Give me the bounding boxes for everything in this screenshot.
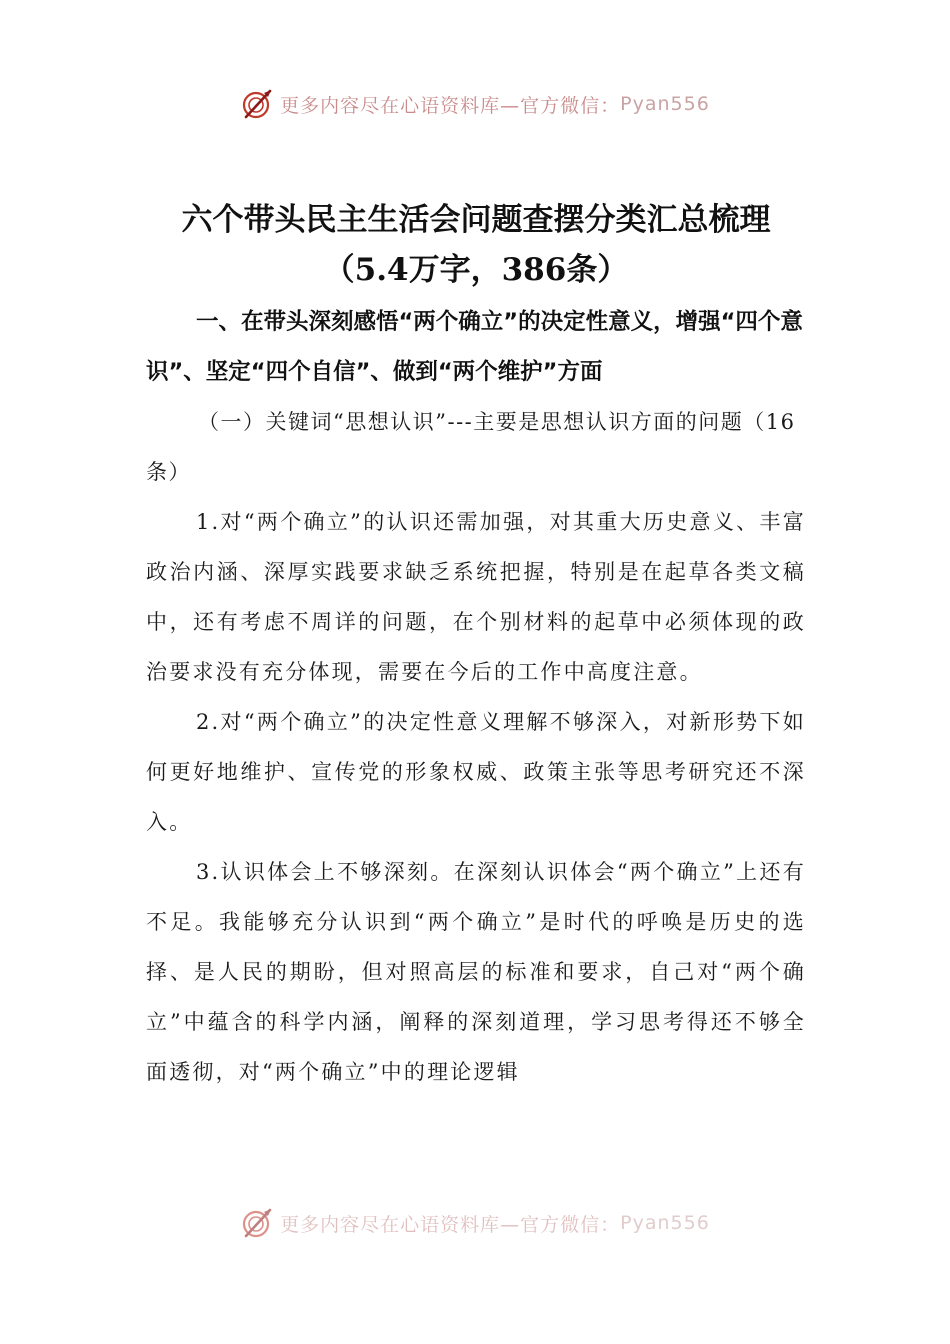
watermark-text: 更多内容尽在心语资料库—官方微信： <box>280 1213 621 1236</box>
document-page <box>146 195 806 1097</box>
paragraph-2: 2.对“两个确立”的决定性意义理解不够深入，对新形势下如何更好地维护、宣传党的形象权威、政策主张等思考研究还不深入。 <box>146 710 806 834</box>
section-heading: 一、在带头深刻感悟“两个确立”的决定性意义，增强“四个意识”、坚定“四个自信”、做到“两个维护”方面 <box>146 309 803 385</box>
paragraph-3: 3.认识体会上不够深刻。在深刻认识体会“两个确立”上还有不足。我能够充分认识到“两个确立”是时代的呼唤是历史的选择、是人民的期盼，但对照高层的标准和要求，自己对“两个确立”中蕴含的科学内涵，阐释的深刻道理，学习思考得还不够全面透彻，对“两个确立”中的理论逻辑 <box>146 860 806 1084</box>
watermark-bottom <box>0 1203 950 1243</box>
document-title: 六个带头民主生活会问题查摆分类汇总梳理（5.4万字，386条） <box>181 202 771 288</box>
watermark-wechat-id: Pyan556 <box>620 1212 710 1234</box>
quill-pen-seal-icon <box>240 1206 274 1240</box>
quill-pen-seal-icon <box>240 87 274 121</box>
watermark-text: 更多内容尽在心语资料库—官方微信： <box>280 94 621 117</box>
paragraph-1: 1.对“两个确立”的认识还需加强，对其重大历史意义、丰富政治内涵、深厚实践要求缺乏系统把握，特别是在起草各类文稿中，还有考虑不周详的问题，在个别材料的起草中必须体现的政治要求没有充分体现，需要在今后的工作中高度注意。 <box>146 510 806 684</box>
watermark-top <box>0 84 950 124</box>
subsection-heading: （一）关键词“思想认识”---主要是思想认识方面的问题（16条） <box>146 410 796 484</box>
watermark-wechat-id: Pyan556 <box>620 93 710 115</box>
